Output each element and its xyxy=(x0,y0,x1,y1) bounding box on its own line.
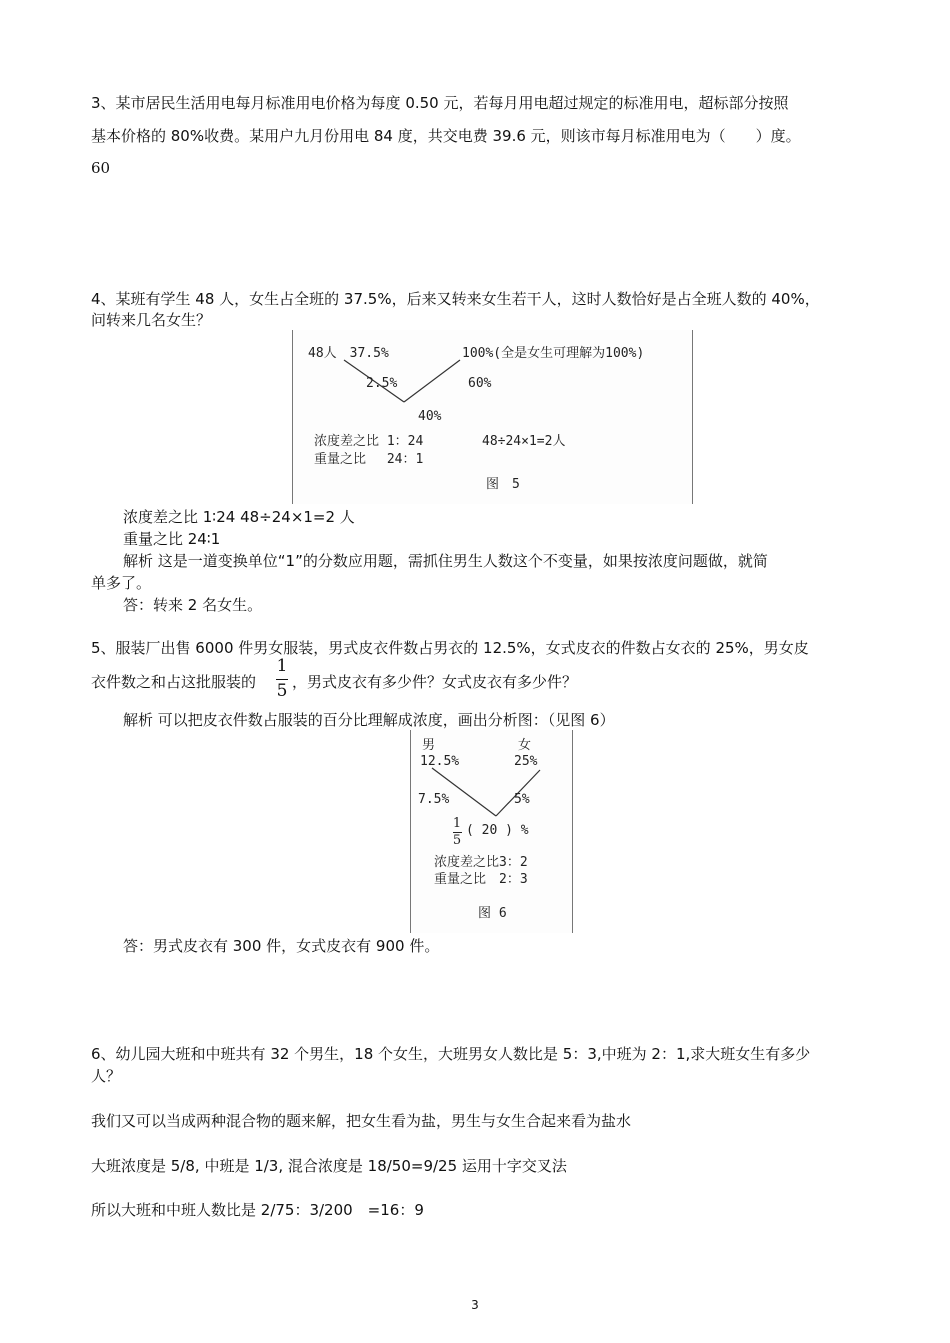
q5-line1: 5、服装厂出售 6000 件男女服装，男式皮衣件数占男衣的 12.5%，女式皮衣的件数占女衣的 25%，男女皮 xyxy=(91,639,809,657)
q4-line2: 问转来几名女生？ xyxy=(91,311,212,329)
q5-frac-bar xyxy=(276,679,288,680)
fig5-top-left: 48人 37.5% xyxy=(308,346,389,361)
fig6-female-pct: 25% xyxy=(514,754,538,769)
q4-answer: 答：转来 2 名女生。 xyxy=(123,596,263,614)
q4-line3: 浓度差之比 1∶24 48÷24×1=2 人 xyxy=(123,508,355,526)
q5-answer: 答：男式皮衣有 300 件，女式皮衣有 900 件。 xyxy=(123,937,440,955)
q4-analysis2: 单多了。 xyxy=(91,574,152,592)
figure-6 xyxy=(410,730,573,933)
fig6-ratio2: 重量之比 2：3 xyxy=(434,872,528,887)
q6-line1: 6、幼儿园大班和中班共有 32 个男生，18 个女生，大班男女人数比是 5：3,中班为 2：1,求大班女生有多少 xyxy=(91,1045,811,1063)
fig5-top-right: 100%(全是女生可理解为100%) xyxy=(462,346,645,361)
fig5-mix: 40% xyxy=(418,409,442,424)
page-number: 3 xyxy=(471,1298,479,1312)
q5-frac-num: 1 xyxy=(276,656,288,676)
fig5-diff-left: 2.5% xyxy=(366,376,398,391)
fig6-diff-left: 7.5% xyxy=(418,792,450,807)
fig6-male-pct: 12.5% xyxy=(420,754,460,769)
q4-line4: 重量之比 24∶1 xyxy=(123,530,221,548)
fig5-caption: 图 5 xyxy=(486,477,520,492)
q3-line2: 基本价格的 80%收费。某用户九月份用电 84 度，共交电费 39.6 元，则该市每月标准用电为（ ）度。 xyxy=(91,127,801,145)
figure-5 xyxy=(292,330,693,504)
fig5-ratio2: 重量之比 24：1 xyxy=(314,452,424,467)
q5-frac-den: 5 xyxy=(276,681,288,701)
q5-line2a: 衣件数之和占这批服装的 xyxy=(91,673,257,691)
fig5-diff-right: 60% xyxy=(468,376,492,391)
fig6-male-label: 男 xyxy=(422,738,436,753)
fig6-ratio1: 浓度差之比3：2 xyxy=(434,855,528,870)
q3-line1: 3、某市居民生活用电每月标准用电价格为每度 0.50 元，若每月用电超过规定的标准用电，超标部分按照 xyxy=(91,94,789,112)
fig6-mix-den: 5 xyxy=(452,833,462,848)
fig6-mix-num: 1 xyxy=(452,816,462,831)
q6-p2: 大班浓度是 5/8, 中班是 1/3, 混合浓度是 18/50=9/25 运用十字交叉法 xyxy=(91,1157,567,1175)
q6-p3: 所以大班和中班人数比是 2/75：3/200 =16：9 xyxy=(91,1201,424,1219)
q6-line2: 人？ xyxy=(91,1067,122,1085)
fig6-female-label: 女 xyxy=(518,738,532,753)
q3-answer: 60 xyxy=(91,159,111,177)
q6-p1: 我们又可以当成两种混合物的题来解，把女生看为盐，男生与女生合起来看为盐水 xyxy=(91,1112,632,1130)
fig6-mix-val: ( 20 ) % xyxy=(466,823,529,838)
q4-line1: 4、某班有学生 48 人，女生占全班的 37.5%，后来又转来女生若干人，这时人数恰好是占全班人数的 40%， xyxy=(91,290,820,308)
fig6-diff-right: 5% xyxy=(514,792,530,807)
fig6-caption: 图 6 xyxy=(478,906,507,921)
fig5-ratio1: 浓度差之比 1：24 xyxy=(314,434,424,449)
q5-analysis: 解析 可以把皮衣件数占服装的百分比理解成浓度，画出分析图：（见图 6） xyxy=(123,711,615,729)
q4-analysis1: 解析 这是一道变换单位“1”的分数应用题，需抓住男生人数这个不变量，如果按浓度问题做，就简 xyxy=(123,552,768,570)
q5-line2b: ，男式皮衣有多少件？女式皮衣有多少件？ xyxy=(292,673,578,691)
fig5-calc: 48÷24×1=2人 xyxy=(482,434,566,449)
